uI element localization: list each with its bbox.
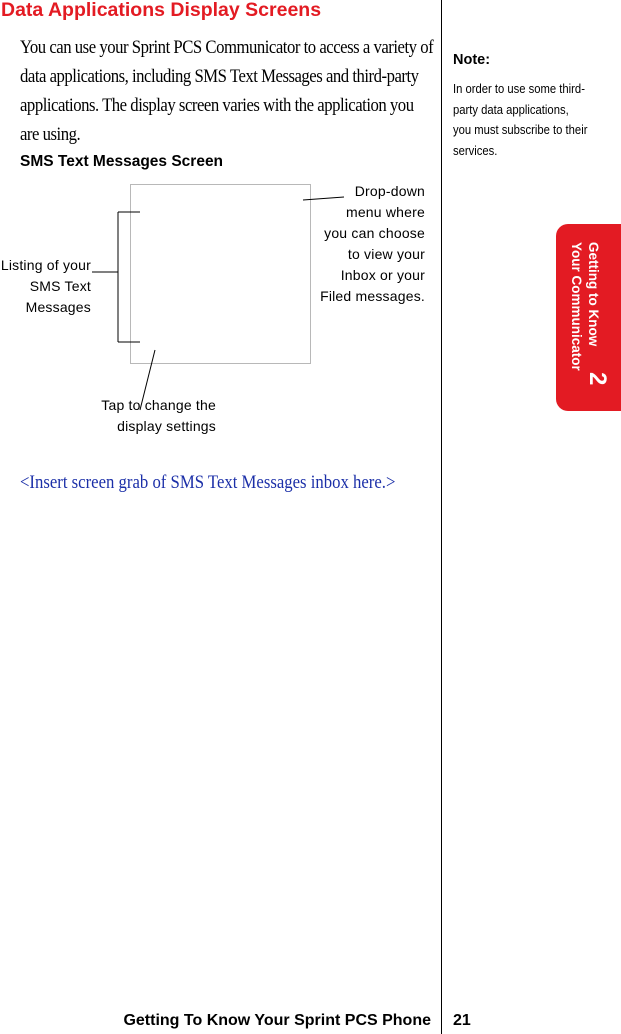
page-number: 21 bbox=[453, 1012, 471, 1029]
running-footer: Getting To Know Your Sprint PCS Phone bbox=[123, 1012, 431, 1029]
dropdown-callout: Drop-down menu where you can choose to view your Inbox or your Filed messages. bbox=[320, 183, 425, 304]
chapter-tab-line2: Your Communicator bbox=[569, 242, 584, 371]
note-body: In order to use some third-party data applications, you must subscribe to their services. bbox=[453, 82, 588, 158]
chapter-tab-line1: Getting to Know bbox=[586, 242, 601, 347]
tap-callout: Tap to change the display settings bbox=[101, 397, 216, 434]
chapter-tab-text bbox=[556, 224, 621, 411]
column-divider bbox=[441, 0, 442, 1034]
screen-grab-placeholder-text: <Insert screen grab of SMS Text Messages inbox here.> bbox=[20, 472, 396, 493]
listing-callout: Listing of your SMS Text Messages bbox=[0, 257, 91, 315]
intro-paragraph: You can use your Sprint PCS Communicator to access a variety of data applications, including SMS Text Messages and third-party applications. The display screen varies with the application you are using. bbox=[20, 37, 434, 145]
chapter-number: 2 bbox=[584, 372, 611, 386]
figure-title: SMS Text Messages Screen bbox=[20, 153, 224, 170]
section-title: Data Applications Display Screens bbox=[1, 0, 322, 21]
note-title: Note: bbox=[453, 52, 491, 68]
